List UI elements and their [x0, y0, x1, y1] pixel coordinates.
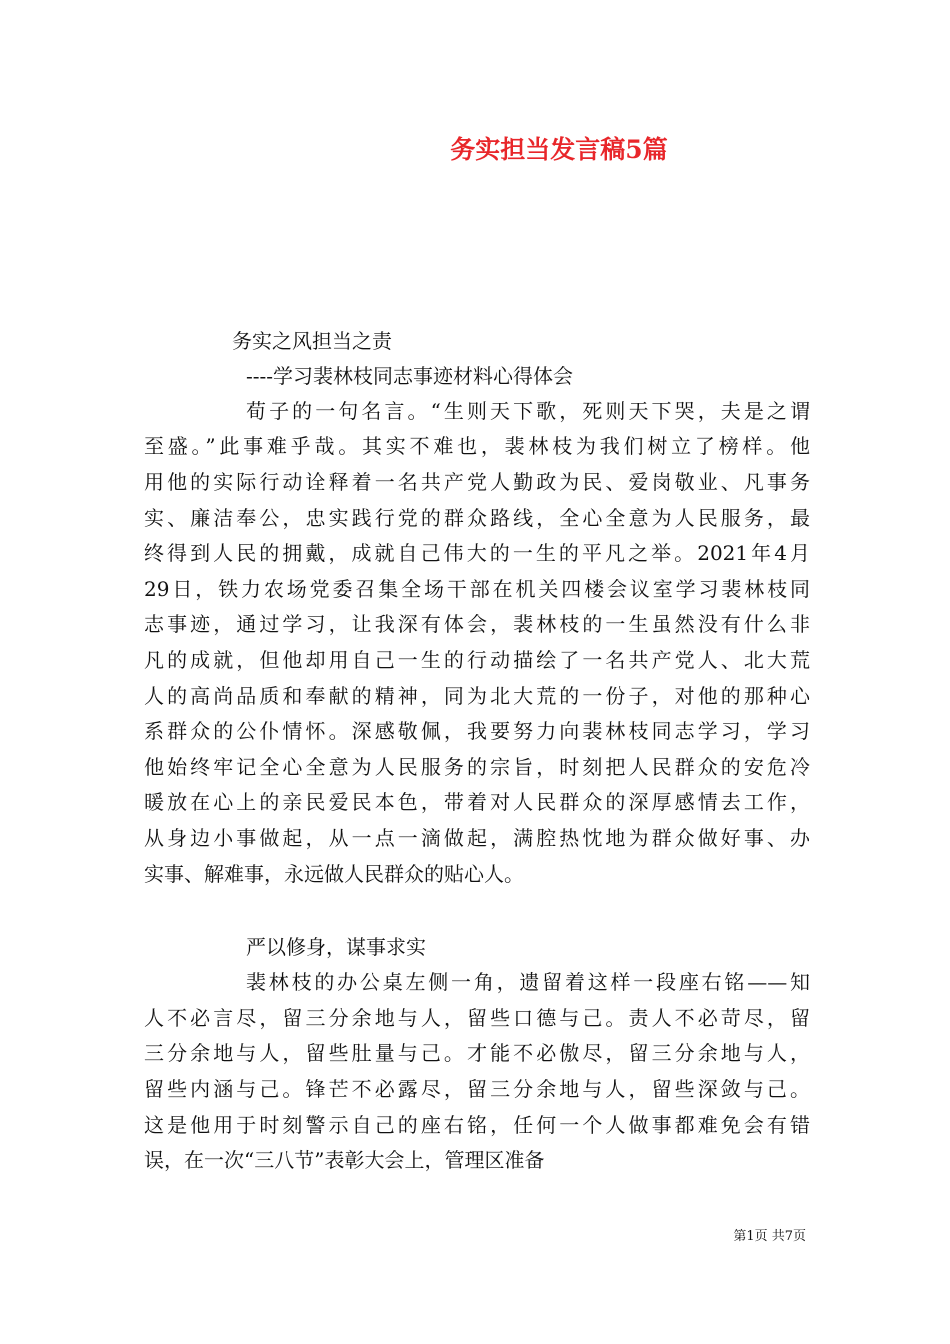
paragraph-line: 人的高尚品质和奉献的精神，同为北大荒的一份子，对他的那种心 [144, 684, 810, 708]
paragraph-line: 系群众的公仆情怀。深感敬佩，我要努力向裴林枝同志学习，学习 [144, 719, 810, 743]
paragraph-line: 他始终牢记全心全意为人民服务的宗旨，时刻把人民群众的安危冷 [144, 755, 810, 779]
paragraph-line: 误，在一次“三八节”表彰大会上，管理区准备 [144, 1148, 545, 1172]
paragraph-line: 留些内涵与己。锋芒不必露尽，留三分余地与人，留些深敛与己。 [144, 1077, 810, 1101]
paragraph-line: 荀子的一句名言。“生则天下歌，死则天下哭，夫是之谓 [246, 399, 810, 423]
paragraph-line: 终得到人民的拥戴，成就自己伟大的一生的平凡之举。2021年4月 [144, 541, 810, 565]
paragraph-line: 从身边小事做起，从一点一滴做起，满腔热忱地为群众做好事、办 [144, 826, 810, 850]
paragraph-line: 裴林枝的办公桌左侧一角，遗留着这样一段座右铭——知 [246, 970, 810, 994]
paragraph-line: 29日，铁力农场党委召集全场干部在机关四楼会议室学习裴林枝同 [144, 577, 810, 601]
paragraph-line: 人不必言尽，留三分余地与人，留些口德与己。责人不必苛尽，留 [144, 1006, 810, 1030]
paragraph-line: 用他的实际行动诠释着一名共产党人勤政为民、爱岗敬业、凡事务 [144, 470, 810, 494]
section-heading: 严以修身，谋事求实 [246, 935, 426, 959]
paragraph-line: 三分余地与人，留些肚量与己。才能不必傲尽，留三分余地与人， [144, 1041, 810, 1065]
paragraph-line: 这是他用于时刻警示自己的座右铭，任何一个人做事都难免会有错 [144, 1113, 810, 1137]
paragraph-line: 实、廉洁奉公，忠实践行党的群众路线，全心全意为人民服务，最 [144, 506, 810, 530]
section-title: 务实之风担当之责 [232, 329, 392, 353]
page-number: 第1页 共7页 [733, 1229, 806, 1244]
section-subtitle: ----学习裴林枝同志事迹材料心得体会 [246, 364, 574, 388]
paragraph-line: 志事迹，通过学习，让我深有体会，裴林枝的一生虽然没有什么非 [144, 612, 810, 636]
paragraph-line: 凡的成就，但他却用自己一生的行动描绘了一名共产党人、北大荒 [144, 648, 810, 672]
paragraph-line: 实事、解难事，永远做人民群众的贴心人。 [144, 862, 524, 886]
paragraph-line: 至盛。”此事难乎哉。其实不难也，裴林枝为我们树立了榜样。他 [144, 434, 810, 458]
paragraph-line: 暖放在心上的亲民爱民本色，带着对人民群众的深厚感情去工作， [144, 790, 810, 814]
document-title: 务实担当发言稿5篇 [450, 135, 668, 164]
